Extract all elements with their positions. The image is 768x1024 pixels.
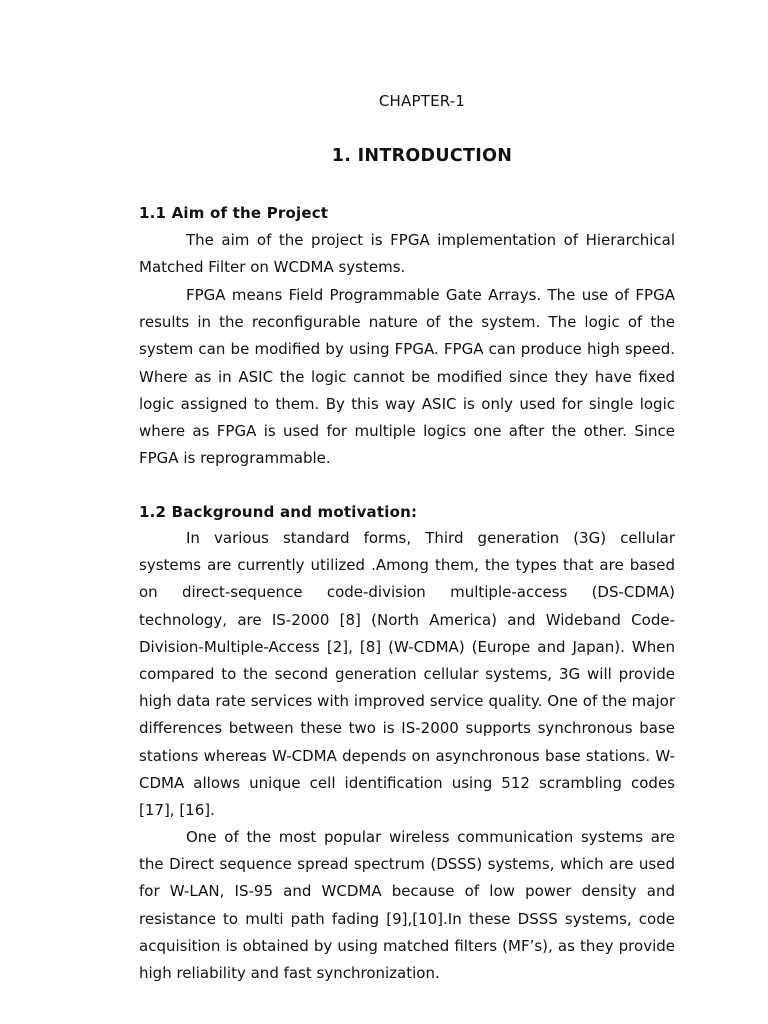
section-heading-aim: 1.1 Aim of the Project [139, 204, 329, 222]
paragraph-aim: The aim of the project is FPGA implementation of Hierarchical Matched Filter on WCDMA systems. [139, 231, 675, 277]
paragraph-3g: In various standard forms, Third generation (3G) cellular systems are currently utilized .Among them, the types that are based on direct-sequence code-division multiple-access (DS-CDMA) technology, are IS-2000 [8] (North America) and Wideband Code-Division-Multiple-Access [2], [8] (W-CDMA) (Europe and Japan). When compared to the second generation cellular systems, 3G will provide high data rate services with improved service quality. One of the major differences between these two is IS-2000 supports synchronous base stations whereas W-CDMA depends on asynchronous base stations. W-CDMA allows unique cell identification using 512 scrambling codes [17], [16]. [139, 529, 675, 820]
chapter-title: 1. INTRODUCTION [331, 146, 513, 166]
paragraph-dsss: One of the most popular wireless communication systems are the Direct sequence spread spectrum (DSSS) systems, which are used for W-LAN, IS-95 and WCDMA because of low power density and resistance to multi path fading [9],[10].In these DSSS systems, code acquisition is obtained by using matched filters (MF’s), as they provide high reliability and fast synchronization. [139, 828, 675, 983]
chapter-label: CHAPTER-1 [378, 92, 466, 110]
paragraph-fpga: FPGA means Field Programmable Gate Arrays. The use of FPGA results in the reconfigurable nature of the system. The logic of the system can be modified by using FPGA. FPGA can produce high speed. Where as in ASIC the logic cannot be modified since they have fixed logic assigned to them. By this way ASIC is only used for single logic where as FPGA is used for multiple logics one after the other. Since FPGA is reprogrammable. [139, 286, 675, 468]
section-heading-background: 1.2 Background and motivation: [139, 503, 418, 521]
